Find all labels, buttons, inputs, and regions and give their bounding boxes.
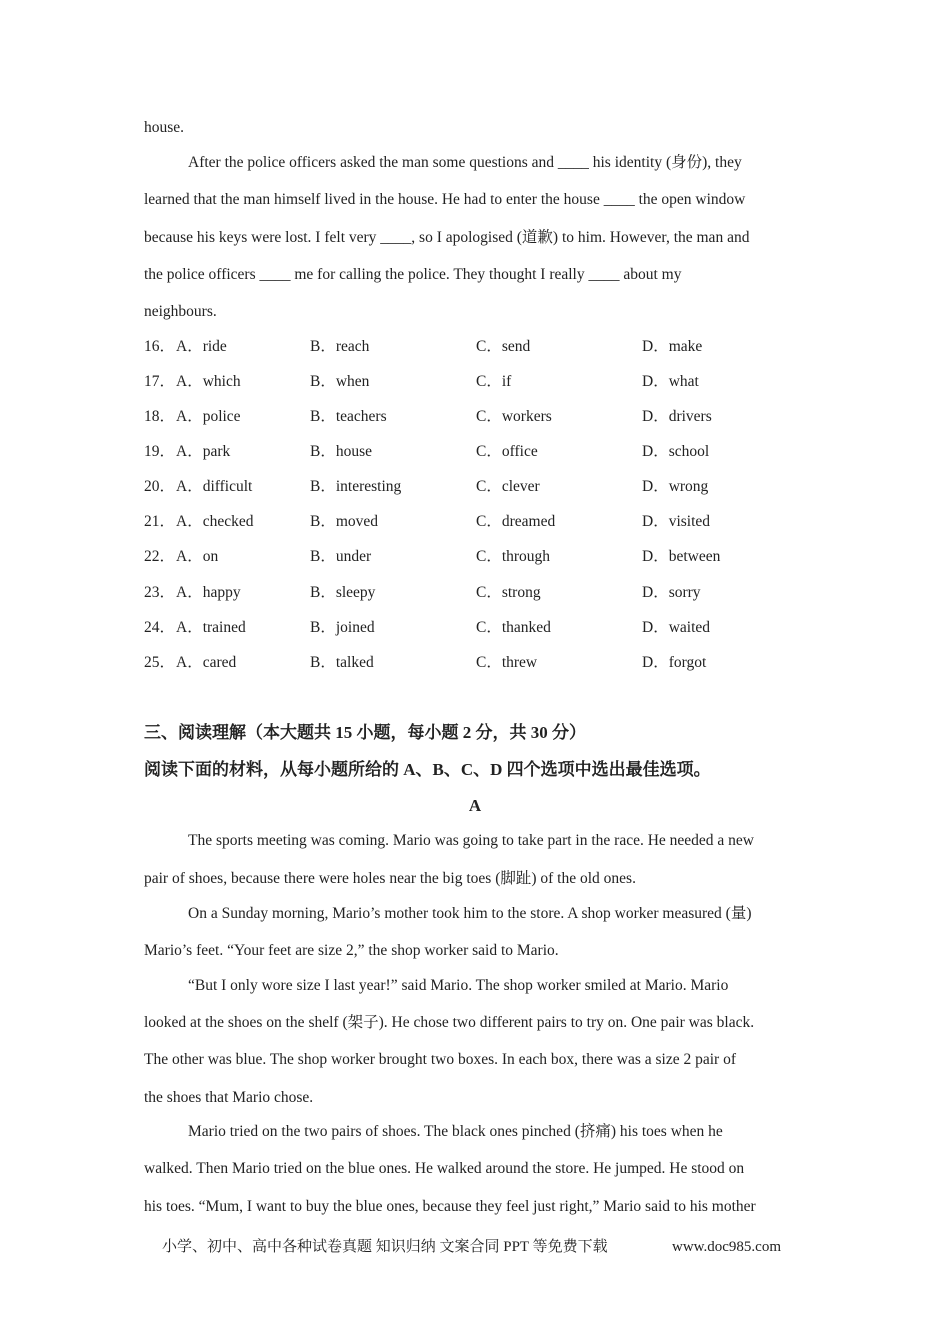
passage-line: house.: [144, 119, 185, 136]
option-d: D．forgot: [642, 654, 707, 671]
footer-url: www.doc985.com: [672, 1239, 782, 1255]
passage-line: walked. Then Mario tried on the blue ones. He walked around the store. He jumped. He stood on: [144, 1160, 745, 1177]
section-instruction: 阅读下面的材料，从每小题所给的 A、B、C、D 四个选项中选出最佳选项。: [144, 760, 711, 779]
option-c: C．workers: [476, 408, 552, 425]
passage-line: On a Sunday morning, Mario’s mother took him to the store. A shop worker measured (量): [188, 905, 752, 922]
question-number: 24．: [144, 619, 176, 636]
option-d: D．what: [642, 373, 699, 390]
passage-line: learned that the man himself lived in the house. He had to enter the house ____ the open window: [144, 191, 746, 208]
passage-line: Mario tried on the two pairs of shoes. The black ones pinched (挤痛) his toes when he: [188, 1123, 723, 1140]
section-heading: 三、阅读理解（本大题共 15 小题，每小题 2 分，共 30 分）: [144, 723, 586, 742]
option-d: D．sorry: [642, 584, 701, 601]
option-b: B．talked: [310, 654, 374, 671]
passage-line: After the police officers asked the man some questions and ____ his identity (身份), they: [188, 154, 742, 171]
option-a: A．cared: [176, 654, 237, 671]
option-a: A．happy: [176, 584, 241, 601]
passage-title: A: [468, 796, 482, 815]
option-c: C．through: [476, 548, 551, 565]
option-b: B．reach: [310, 338, 370, 355]
option-b: B．moved: [310, 513, 379, 530]
question-row: [144, 477, 844, 497]
option-d: D．make: [642, 338, 703, 355]
passage-line: because his keys were lost. I felt very ____, so I apologised (道歉) to him. However, the man and: [144, 229, 750, 246]
option-b: B．interesting: [310, 478, 402, 495]
question-number: 16．: [144, 338, 176, 355]
option-c: C．send: [476, 338, 531, 355]
option-d: D．drivers: [642, 408, 712, 425]
option-a: A．police: [176, 408, 241, 425]
option-a: A．ride: [176, 338, 227, 355]
question-row: [144, 618, 844, 638]
passage-line: his toes. “Mum, I want to buy the blue ones, because they feel just right,” Mario said to his mother: [144, 1198, 756, 1215]
option-a: A．on: [176, 548, 219, 565]
option-d: D．wrong: [642, 478, 709, 495]
question-number: 18．: [144, 408, 176, 425]
question-number: 19．: [144, 443, 176, 460]
option-c: C．if: [476, 373, 512, 390]
passage-line: the shoes that Mario chose.: [144, 1089, 314, 1106]
option-d: D．school: [642, 443, 710, 460]
option-b: B．house: [310, 443, 373, 460]
option-c: C．threw: [476, 654, 538, 671]
option-c: C．strong: [476, 584, 541, 601]
question-row: [144, 512, 844, 532]
question-row: [144, 547, 844, 567]
option-a: A．checked: [176, 513, 254, 530]
option-a: A．which: [176, 373, 241, 390]
question-number: 21．: [144, 513, 176, 530]
option-d: D．waited: [642, 619, 711, 636]
passage-line: The sports meeting was coming. Mario was going to take part in the race. He needed a new: [188, 832, 754, 849]
option-b: B．joined: [310, 619, 375, 636]
question-row: [144, 337, 844, 357]
passage-line: neighbours.: [144, 303, 217, 320]
question-number: 25．: [144, 654, 176, 671]
passage-line: The other was blue. The shop worker brought two boxes. In each box, there was a size 2 pair of: [144, 1051, 736, 1068]
option-b: B．teachers: [310, 408, 387, 425]
question-row: [144, 442, 844, 462]
option-c: C．thanked: [476, 619, 551, 636]
option-a: A．trained: [176, 619, 246, 636]
option-c: C．clever: [476, 478, 540, 495]
option-b: B．under: [310, 548, 372, 565]
passage-line: Mario’s feet. “Your feet are size 2,” the shop worker said to Mario.: [144, 942, 559, 959]
passage-line: pair of shoes, because there were holes near the big toes (脚趾) of the old ones.: [144, 870, 636, 887]
question-row: [144, 407, 844, 427]
option-c: C．dreamed: [476, 513, 556, 530]
option-d: D．between: [642, 548, 721, 565]
option-a: A．park: [176, 443, 231, 460]
option-d: D．visited: [642, 513, 711, 530]
option-a: A．difficult: [176, 478, 253, 495]
question-row: [144, 372, 844, 392]
question-row: [144, 583, 844, 603]
passage-line: looked at the shoes on the shelf (架子). He chose two different pairs to try on. One pair was black.: [144, 1014, 755, 1031]
question-number: 23．: [144, 584, 176, 601]
passage-line: the police officers ____ me for calling the police. They thought I really ____ about my: [144, 266, 682, 283]
option-c: C．office: [476, 443, 538, 460]
question-number: 20．: [144, 478, 176, 495]
question-number: 22．: [144, 548, 176, 565]
question-row: [144, 653, 844, 673]
option-b: B．sleepy: [310, 584, 376, 601]
question-number: 17．: [144, 373, 176, 390]
passage-line: “But I only wore size I last year!” said Mario. The shop worker smiled at Mario. Mario: [188, 977, 729, 994]
footer-text: 小学、初中、高中各种试卷真题 知识归纳 文案合同 PPT 等免费下载: [162, 1239, 608, 1255]
option-b: B．when: [310, 373, 370, 390]
